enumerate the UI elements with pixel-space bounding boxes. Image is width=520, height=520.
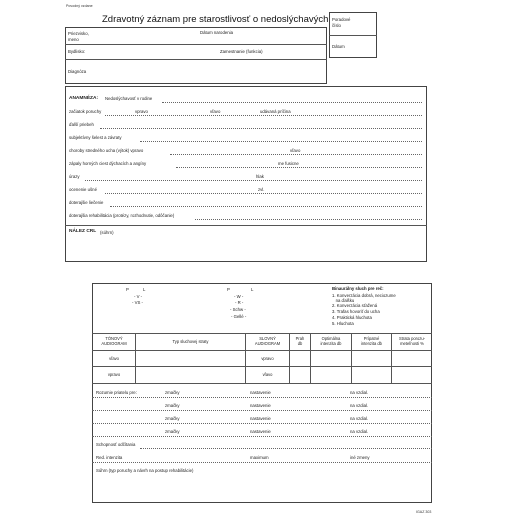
fill-line[interactable] [105,115,422,116]
anamneza-line-label: doterajšie liečenie [69,200,104,205]
table-header: SLOVNÝ AUDIOGRAM [254,336,281,347]
bydlisko-label: Bydlisko: [68,49,86,54]
nalez-heading: NÁLEZ CRL [69,229,97,234]
table-cell: vľavo [262,372,273,377]
rozumie-a: zmačky [165,390,180,395]
table-bottom [92,383,432,384]
fill-line[interactable] [170,154,422,155]
fill-line[interactable] [92,397,432,398]
table-cell: vpravo [107,372,121,377]
rozumie-b: nastavenie [250,403,271,408]
suhrn-label: Súhrn (typ poruchy a návrh na postup rehabilitácie) [96,468,194,473]
anamneza-line-label: ocenenie ušné [69,187,97,192]
fill-line[interactable] [140,141,422,142]
fill-line[interactable] [85,180,422,181]
ine-zmeny-label: iné zmeny [350,455,370,460]
poradove-cislo-label: Poradové číslo [332,17,351,28]
col2-p: P [227,287,230,292]
binaural-item: 4. Praktická hluchota [332,315,372,320]
maximum-label: maximum [250,455,269,460]
rozumie-a: zmačky [165,429,180,434]
table-row-divider [92,366,432,367]
anamneza-line-label: ďalší priebeh [69,122,94,127]
binaural-item: 3. Trafas hovoriť do ucha [332,309,380,314]
col1-row: - VS - [132,300,143,305]
divider [65,59,327,60]
rozumie-b: nastavenie [250,390,271,395]
anamneza-line-extra: vpravo [135,109,148,114]
anamneza-line-label: choroby stredného ucha (výtok) vpravo [69,148,144,153]
priezvisko-label: Priezvisko, meno [68,31,89,42]
top-note: Povodný vzdane [66,4,93,8]
fill-line[interactable] [92,410,432,411]
binaural-item: 5. Hluchota [332,321,354,326]
fill-line[interactable] [105,193,422,194]
rozumie-c: na vzdial. [350,403,369,408]
divider [329,35,377,36]
rozumie-a: zmačky [165,416,180,421]
rozumie-c: na vzdial. [350,416,369,421]
anamneza-line-label: subjektívny šelest a závraty [69,135,122,140]
col1-l: L [143,287,146,292]
anamneza-line-label: začiatok poruchy [69,109,102,114]
col2-row: - Gellé - [231,314,247,319]
rozumie-c: na vzdial. [350,390,369,395]
fill-line[interactable] [176,167,422,168]
anamneza-line-label: doterajšia rehabilitácia (protézy, rozhodnutie, odôčanie) [69,213,175,218]
table-header: Optimálna intenzita db [320,336,342,347]
table-cell: vľavo [109,356,119,361]
anamneza-line-extra: vľavo [210,109,221,114]
anamneza-line-extra: udávaná príčina [260,109,291,114]
table-header: TÓNOVÝ AUDIOGRAM [101,336,127,347]
datum-narodenia-label: Dátum narodenia [200,30,233,35]
anamneza-line-label: Nedoslýchavosť v rodine [105,96,153,101]
col2-l: L [251,287,254,292]
table-header-bottom [92,350,432,351]
rozumie-label: Rozumie priatelu pre: [96,390,137,395]
table-top [92,333,432,334]
form-code: IGAZ 303 [416,510,432,514]
anamneza-line-extra: zvl. [258,187,265,192]
table-header: Typ sluchovej straty [172,339,209,344]
anamneza-line-extra: hlak [256,174,264,179]
rozumie-b: nastavenie [250,429,271,434]
fill-line[interactable] [100,128,422,129]
anamneza-line-label: úrazy [69,174,80,179]
divider [65,44,327,45]
fill-line[interactable] [92,436,432,437]
form-title: Zdravotný záznam pre starostlivosť o nedoslýchavých [102,14,329,25]
col2-row: - Schw - [230,307,246,312]
fill-line[interactable] [140,448,432,449]
red-intenzita-label: Red. intenzita [96,455,123,460]
personal-box [65,27,327,84]
form-page [60,0,445,520]
diagnoza-label: Diagnóza [68,69,87,74]
rozumie-b: nastavenie [250,416,271,421]
table-header: Strata porozu- meteľnosti % [399,336,425,347]
table-header: Prípatné intenzita db [361,336,382,347]
table-cell: vpravo [261,356,274,361]
rozumie-a: zmačky [165,403,180,408]
nalez-note: (súhrn) [100,230,114,235]
binaural-item: 1. Konverzácia dobrá, neciozume na ďalšku [332,293,396,304]
anamneza-line-label: zápaly horných ciest dýchacích a angíny [69,161,147,166]
col1-row: - V - [134,294,143,299]
anamneza-box [65,86,427,262]
anamneza-line-extra: me fusicne [278,161,299,166]
datum-label: Dátum [332,44,345,49]
table-header: Prah db [295,336,305,347]
col2-row: - W - [234,294,244,299]
fill-line[interactable] [92,462,432,463]
rozumie-c: na vzdial. [350,429,369,434]
binaural-item: 2. Konverzácia sťažená [332,303,378,308]
col2-row: - R - [235,300,244,305]
anamneza-heading: ANAMNÉZA: [69,96,99,101]
fill-line[interactable] [110,206,422,207]
zamestnanie-label: Zamestnanie (funkcia) [220,49,263,54]
divider [65,225,427,226]
fill-line[interactable] [92,423,432,424]
binaural-heading: Binaurálny sluch pre reč: [332,286,384,291]
anamneza-line-extra: vľavo [290,148,301,153]
col1-p: P [126,287,129,292]
fill-line[interactable] [195,219,422,220]
schopnost-label: Schopnosť odčítania [96,442,136,447]
fill-line[interactable] [162,102,422,103]
